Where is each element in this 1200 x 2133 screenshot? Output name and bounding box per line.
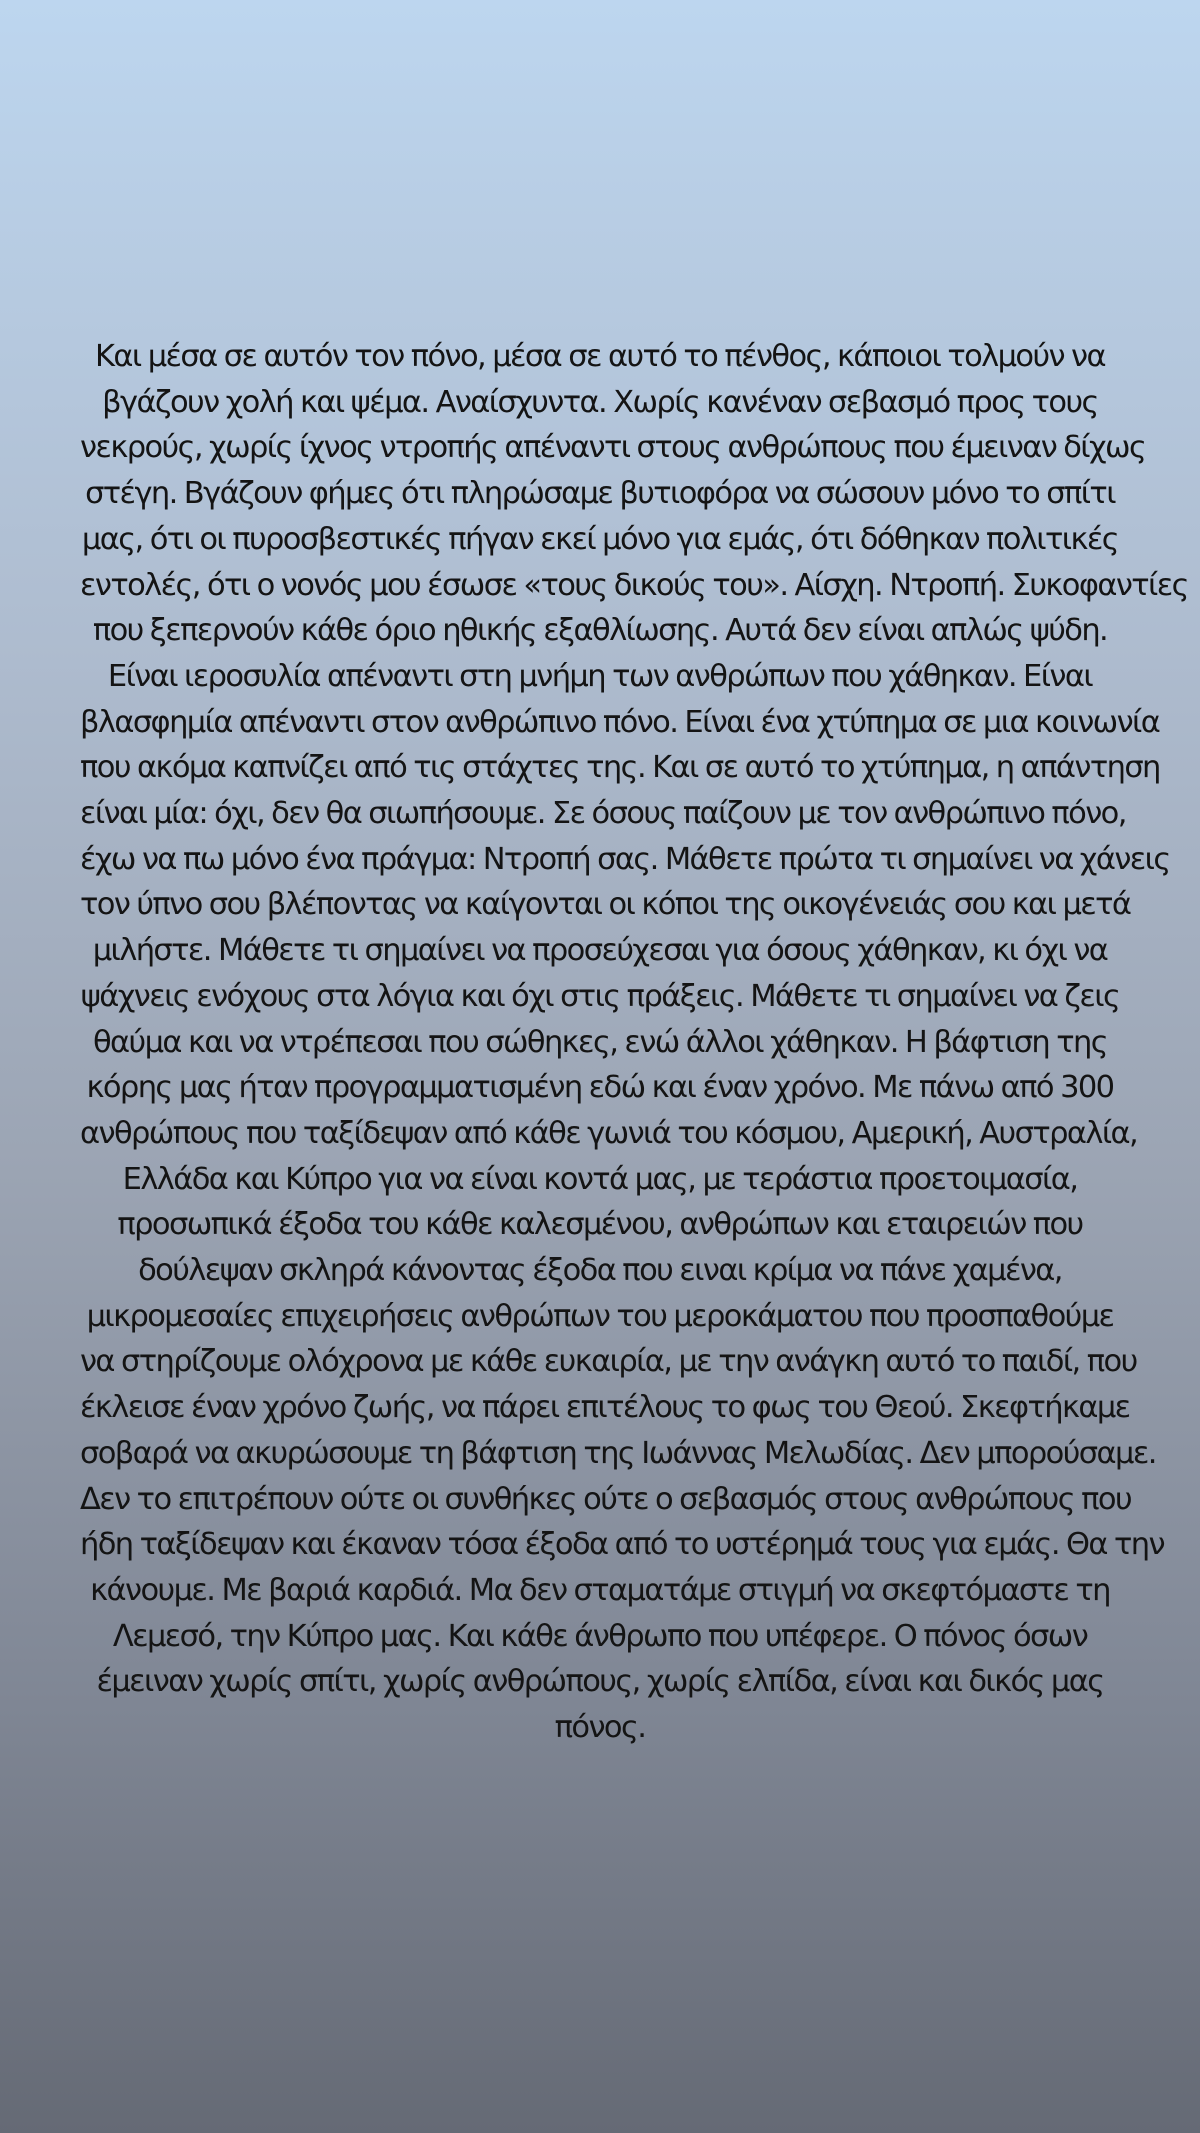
story-line: τον ύπνο σου βλέποντας να καίγονται οι κόποι της οικογένειάς σου και μετά	[80, 887, 1131, 923]
story-line: Δεν το επιτρέπουν ούτε οι συνθήκες ούτε ο σεβασμός στους ανθρώπους που	[80, 1481, 1131, 1517]
story-line: μας, ότι οι πυροσβεστικές πήγαν εκεί μόνο για εμάς, ότι δόθηκαν πολιτικές	[81, 521, 1119, 557]
story-line: Και μέσα σε αυτόν τον πόνο, μέσα σε αυτό το πένθος, κάποιοι τολμούν να	[94, 339, 1105, 374]
story-line: ήδη ταξίδεψαν και έκαναν τόσα έξοδα από το υστέρημά τους για εμάς. Θα την	[80, 1527, 1164, 1563]
story-line: νεκρούς, χωρίς ίχνος ντροπής απέναντι στους ανθρώπους που έμειναν δίχως	[80, 430, 1146, 466]
story-line: που ξεπερνούν κάθε όριο ηθικής εξαθλίωσης. Αυτά δεν είναι απλώς ψύδη.	[92, 613, 1108, 649]
story-line: βγάζουν χολή και ψέμα. Αναίσχυντα. Χωρίς κανέναν σεβασμό προς τους	[102, 384, 1098, 420]
story-line: πόνος.	[554, 1710, 646, 1746]
story-line: έκλεισε έναν χρόνο ζωής, να πάρει επιτέλους το φως του Θεού. Σκεφτήκαμε	[80, 1390, 1130, 1426]
story-line: μιλήστε. Μάθετε τι σημαίνει να προσεύχεσαι για όσους χάθηκαν, κι όχι να	[92, 933, 1108, 969]
story-line: να στηρίζουμε ολόχρονα με κάθε ευκαιρία, με την ανάγκη αυτό το παιδί, που	[80, 1344, 1137, 1380]
story-text	[80, 334, 1188, 1751]
story-line: Ελλάδα και Κύπρο για να είναι κοντά μας, με τεράστια προετοιμασία,	[122, 1161, 1078, 1197]
story-line: που ακόμα καπνίζει από τις στάχτες της. Και σε αυτό το χτύπημα, η απάντηση	[80, 750, 1160, 786]
story-line: Είναι ιεροσυλία απέναντι στη μνήμη των ανθρώπων που χάθηκαν. Είναι	[107, 658, 1093, 694]
story-line: κάνουμε. Με βαριά καρδιά. Μα δεν σταματάμε στιγμή να σκεφτόμαστε τη	[90, 1572, 1110, 1608]
story-line: στέγη. Βγάζουν φήμες ότι πληρώσαμε βυτιοφόρα να σώσουν μόνο το σπίτι	[85, 476, 1115, 512]
story-line: βλασφημία απέναντι στον ανθρώπινο πόνο. Είναι ένα χτύπημα σε μια κοινωνία	[80, 704, 1160, 740]
story-line: θαύμα και να ντρέπεσαι που σώθηκες, ενώ άλλοι χάθηκαν. Η βάφτιση της	[92, 1024, 1108, 1060]
story-line: είναι μία: όχι, δεν θα σιωπήσουμε. Σε όσους παίζουν με τον ανθρώπινο πόνο,	[80, 796, 1126, 832]
story-line: εντολές, ότι ο νονός μου έσωσε «τους δικούς του». Αίσχη. Ντροπή. Συκοφαντίες	[80, 567, 1188, 603]
story-line: κόρης μας ήταν προγραμματισμένη εδώ και έναν χρόνο. Με πάνω από 300	[86, 1070, 1114, 1106]
story-line: Λεμεσό, την Κύπρο μας. Και κάθε άνθρωπο που υπέφερε. Ο πόνος όσων	[112, 1618, 1088, 1654]
story-line: έμειναν χωρίς σπίτι, χωρίς ανθρώπους, χωρίς ελπίδα, είναι και δικός μας	[96, 1664, 1104, 1700]
story-line: μικρομεσαίες επιχειρήσεις ανθρώπων του μεροκάματου που προσπαθούμε	[86, 1298, 1114, 1334]
story-line: έχω να πω μόνο ένα πράγμα: Ντροπή σας. Μάθετε πρώτα τι σημαίνει να χάνεις	[80, 841, 1170, 877]
story-line: ψάχνεις ενόχους στα λόγια και όχι στις πράξεις. Μάθετε τι σημαίνει να ζεις	[80, 978, 1120, 1014]
story-line: ανθρώπους που ταξίδεψαν από κάθε γωνιά του κόσμου, Αμερική, Αυστραλία,	[80, 1115, 1138, 1151]
story-line: σοβαρά να ακυρώσουμε τη βάφτιση της Ιωάννας Μελωδίας. Δεν μπορούσαμε.	[80, 1435, 1156, 1471]
story-line: προσωπικά έξοδα του κάθε καλεσμένου, ανθρώπων και εταιρειών που	[117, 1207, 1083, 1243]
story-line: δούλεψαν σκληρά κάνοντας έξοδα που ειναι κρίμα να πάνε χαμένα,	[138, 1253, 1062, 1289]
